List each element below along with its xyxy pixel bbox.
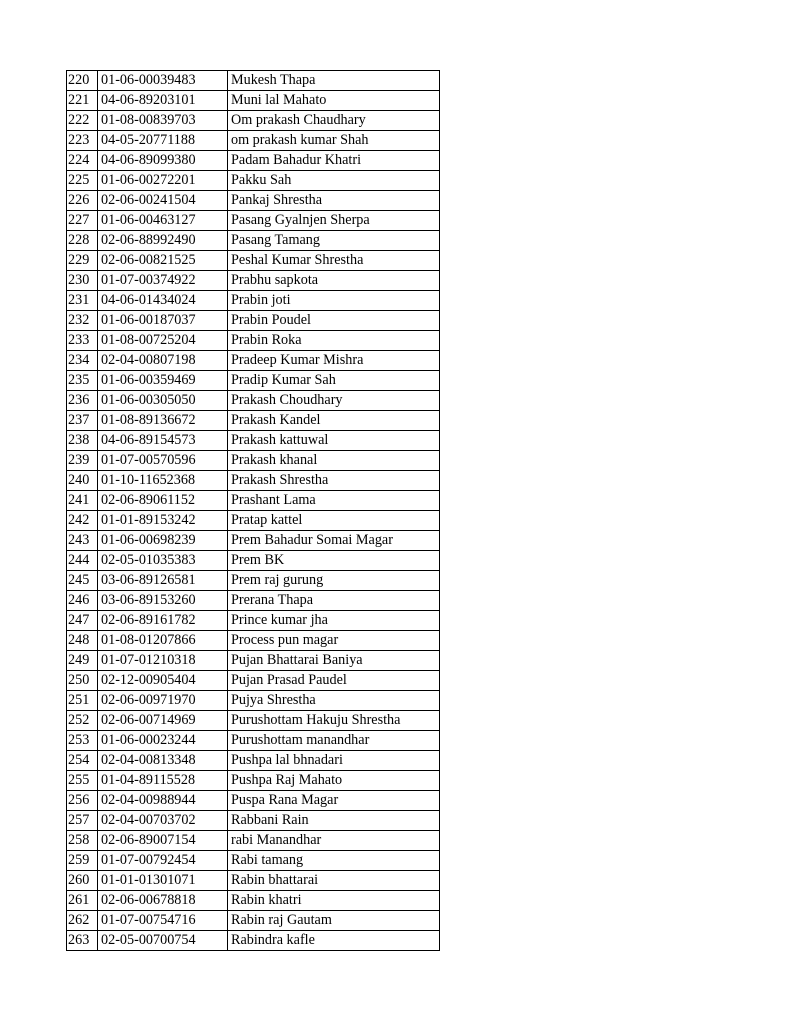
person-name-cell: Pradeep Kumar Mishra: [228, 351, 440, 371]
table-row: [67, 391, 440, 411]
table-row: [67, 431, 440, 451]
serial-number-cell: 251: [67, 691, 98, 711]
record-id-cell: 02-05-00700754: [98, 931, 228, 951]
person-name-cell: rabi Manandhar: [228, 831, 440, 851]
person-name-cell: Pasang Gyalnjen Sherpa: [228, 211, 440, 231]
person-name-cell: Prashant Lama: [228, 491, 440, 511]
serial-number-cell: 224: [67, 151, 98, 171]
person-name-cell: Prem BK: [228, 551, 440, 571]
person-name-cell: Prince kumar jha: [228, 611, 440, 631]
serial-number-cell: 236: [67, 391, 98, 411]
table-row: [67, 891, 440, 911]
table-row: [67, 931, 440, 951]
serial-number-cell: 237: [67, 411, 98, 431]
table-row: [67, 191, 440, 211]
record-id-cell: 04-06-89099380: [98, 151, 228, 171]
person-name-cell: Pushpa Raj Mahato: [228, 771, 440, 791]
record-id-cell: 02-06-89007154: [98, 831, 228, 851]
table-row: [67, 871, 440, 891]
record-id-cell: 02-06-00971970: [98, 691, 228, 711]
table-row: [67, 331, 440, 351]
person-name-cell: Pasang Tamang: [228, 231, 440, 251]
person-name-cell: Puspa Rana Magar: [228, 791, 440, 811]
person-name-cell: Pankaj Shrestha: [228, 191, 440, 211]
person-name-cell: Prem raj gurung: [228, 571, 440, 591]
serial-number-cell: 240: [67, 471, 98, 491]
serial-number-cell: 222: [67, 111, 98, 131]
table-row: [67, 811, 440, 831]
serial-number-cell: 235: [67, 371, 98, 391]
serial-number-cell: 249: [67, 651, 98, 671]
serial-number-cell: 263: [67, 931, 98, 951]
table-row: [67, 411, 440, 431]
table-row: [67, 111, 440, 131]
serial-number-cell: 226: [67, 191, 98, 211]
serial-number-cell: 256: [67, 791, 98, 811]
record-id-cell: 01-07-00754716: [98, 911, 228, 931]
serial-number-cell: 225: [67, 171, 98, 191]
serial-number-cell: 221: [67, 91, 98, 111]
table-row: [67, 731, 440, 751]
serial-number-cell: 231: [67, 291, 98, 311]
table-row: [67, 611, 440, 631]
serial-number-cell: 220: [67, 71, 98, 91]
record-id-cell: 02-06-89161782: [98, 611, 228, 631]
person-name-cell: Prakash Shrestha: [228, 471, 440, 491]
serial-number-cell: 253: [67, 731, 98, 751]
serial-number-cell: 244: [67, 551, 98, 571]
record-id-cell: 02-12-00905404: [98, 671, 228, 691]
serial-number-cell: 261: [67, 891, 98, 911]
table-row: [67, 791, 440, 811]
table-row: [67, 231, 440, 251]
serial-number-cell: 250: [67, 671, 98, 691]
person-name-cell: Prabhu sapkota: [228, 271, 440, 291]
person-name-cell: Prakash Kandel: [228, 411, 440, 431]
table-row: [67, 491, 440, 511]
serial-number-cell: 229: [67, 251, 98, 271]
record-id-cell: 01-06-00023244: [98, 731, 228, 751]
table-row: [67, 131, 440, 151]
table-row: [67, 251, 440, 271]
person-name-cell: Prabin Poudel: [228, 311, 440, 331]
table-row: [67, 651, 440, 671]
table-row: [67, 471, 440, 491]
table-row: [67, 551, 440, 571]
record-id-cell: 01-07-00792454: [98, 851, 228, 871]
record-id-cell: 02-06-00678818: [98, 891, 228, 911]
person-name-cell: Rabin bhattarai: [228, 871, 440, 891]
table-row: [67, 831, 440, 851]
record-id-cell: 01-04-89115528: [98, 771, 228, 791]
table-row: [67, 171, 440, 191]
record-id-cell: 01-01-89153242: [98, 511, 228, 531]
record-id-cell: 04-06-89203101: [98, 91, 228, 111]
serial-number-cell: 252: [67, 711, 98, 731]
serial-number-cell: 254: [67, 751, 98, 771]
person-name-cell: Pradip Kumar Sah: [228, 371, 440, 391]
record-id-cell: 02-06-89061152: [98, 491, 228, 511]
record-id-cell: 02-04-00988944: [98, 791, 228, 811]
person-name-cell: Om prakash Chaudhary: [228, 111, 440, 131]
record-id-cell: 01-01-01301071: [98, 871, 228, 891]
table-row: [67, 671, 440, 691]
table-row: [67, 91, 440, 111]
person-name-cell: Purushottam Hakuju Shrestha: [228, 711, 440, 731]
serial-number-cell: 227: [67, 211, 98, 231]
record-id-cell: 01-06-00039483: [98, 71, 228, 91]
person-name-cell: Process pun magar: [228, 631, 440, 651]
table-row: [67, 751, 440, 771]
person-name-cell: Pujan Prasad Paudel: [228, 671, 440, 691]
person-name-cell: Prakash khanal: [228, 451, 440, 471]
person-name-cell: Prabin joti: [228, 291, 440, 311]
person-name-cell: Pujan Bhattarai Baniya: [228, 651, 440, 671]
person-name-cell: Pratap kattel: [228, 511, 440, 531]
serial-number-cell: 247: [67, 611, 98, 631]
record-id-cell: 01-06-00305050: [98, 391, 228, 411]
record-id-cell: 01-06-00187037: [98, 311, 228, 331]
person-name-cell: Rabin khatri: [228, 891, 440, 911]
records-table: [66, 70, 440, 951]
person-name-cell: Pushpa lal bhnadari: [228, 751, 440, 771]
person-name-cell: Pakku Sah: [228, 171, 440, 191]
record-id-cell: 02-05-01035383: [98, 551, 228, 571]
record-id-cell: 01-06-00359469: [98, 371, 228, 391]
person-name-cell: Prakash Choudhary: [228, 391, 440, 411]
record-id-cell: 01-08-01207866: [98, 631, 228, 651]
person-name-cell: Rabindra kafle: [228, 931, 440, 951]
person-name-cell: Rabbani Rain: [228, 811, 440, 831]
records-table-body: [67, 71, 440, 951]
table-row: [67, 571, 440, 591]
record-id-cell: 03-06-89153260: [98, 591, 228, 611]
record-id-cell: 01-07-00374922: [98, 271, 228, 291]
record-id-cell: 01-08-00839703: [98, 111, 228, 131]
serial-number-cell: 241: [67, 491, 98, 511]
serial-number-cell: 257: [67, 811, 98, 831]
record-id-cell: 02-06-88992490: [98, 231, 228, 251]
record-id-cell: 01-10-11652368: [98, 471, 228, 491]
table-row: [67, 511, 440, 531]
serial-number-cell: 230: [67, 271, 98, 291]
record-id-cell: 02-06-00714969: [98, 711, 228, 731]
person-name-cell: Muni lal Mahato: [228, 91, 440, 111]
serial-number-cell: 248: [67, 631, 98, 651]
table-row: [67, 851, 440, 871]
person-name-cell: om prakash kumar Shah: [228, 131, 440, 151]
serial-number-cell: 233: [67, 331, 98, 351]
record-id-cell: 04-06-89154573: [98, 431, 228, 451]
table-row: [67, 311, 440, 331]
table-row: [67, 371, 440, 391]
table-row: [67, 631, 440, 651]
person-name-cell: Prerana Thapa: [228, 591, 440, 611]
person-name-cell: Padam Bahadur Khatri: [228, 151, 440, 171]
table-row: [67, 271, 440, 291]
record-id-cell: 01-08-89136672: [98, 411, 228, 431]
person-name-cell: Purushottam manandhar: [228, 731, 440, 751]
serial-number-cell: 246: [67, 591, 98, 611]
table-row: [67, 451, 440, 471]
serial-number-cell: 245: [67, 571, 98, 591]
serial-number-cell: 242: [67, 511, 98, 531]
record-id-cell: 04-05-20771188: [98, 131, 228, 151]
table-row: [67, 591, 440, 611]
person-name-cell: Prabin Roka: [228, 331, 440, 351]
record-id-cell: 04-06-01434024: [98, 291, 228, 311]
record-id-cell: 01-07-01210318: [98, 651, 228, 671]
person-name-cell: Prem Bahadur Somai Magar: [228, 531, 440, 551]
record-id-cell: 01-06-00698239: [98, 531, 228, 551]
person-name-cell: Peshal Kumar Shrestha: [228, 251, 440, 271]
table-row: [67, 531, 440, 551]
record-id-cell: 02-04-00807198: [98, 351, 228, 371]
serial-number-cell: 238: [67, 431, 98, 451]
table-row: [67, 771, 440, 791]
serial-number-cell: 255: [67, 771, 98, 791]
table-row: [67, 711, 440, 731]
serial-number-cell: 260: [67, 871, 98, 891]
table-row: [67, 211, 440, 231]
record-id-cell: 02-06-00241504: [98, 191, 228, 211]
table-row: [67, 351, 440, 371]
record-id-cell: 03-06-89126581: [98, 571, 228, 591]
serial-number-cell: 262: [67, 911, 98, 931]
serial-number-cell: 259: [67, 851, 98, 871]
serial-number-cell: 234: [67, 351, 98, 371]
person-name-cell: Rabi tamang: [228, 851, 440, 871]
table-row: [67, 291, 440, 311]
record-id-cell: 01-07-00570596: [98, 451, 228, 471]
serial-number-cell: 258: [67, 831, 98, 851]
record-id-cell: 01-06-00463127: [98, 211, 228, 231]
serial-number-cell: 243: [67, 531, 98, 551]
table-row: [67, 911, 440, 931]
table-row: [67, 151, 440, 171]
table-row: [67, 691, 440, 711]
record-id-cell: 02-04-00703702: [98, 811, 228, 831]
person-name-cell: Pujya Shrestha: [228, 691, 440, 711]
record-id-cell: 01-06-00272201: [98, 171, 228, 191]
person-name-cell: Rabin raj Gautam: [228, 911, 440, 931]
record-id-cell: 01-08-00725204: [98, 331, 228, 351]
serial-number-cell: 228: [67, 231, 98, 251]
person-name-cell: Prakash kattuwal: [228, 431, 440, 451]
serial-number-cell: 223: [67, 131, 98, 151]
serial-number-cell: 239: [67, 451, 98, 471]
record-id-cell: 02-06-00821525: [98, 251, 228, 271]
person-name-cell: Mukesh Thapa: [228, 71, 440, 91]
serial-number-cell: 232: [67, 311, 98, 331]
table-row: [67, 71, 440, 91]
record-id-cell: 02-04-00813348: [98, 751, 228, 771]
